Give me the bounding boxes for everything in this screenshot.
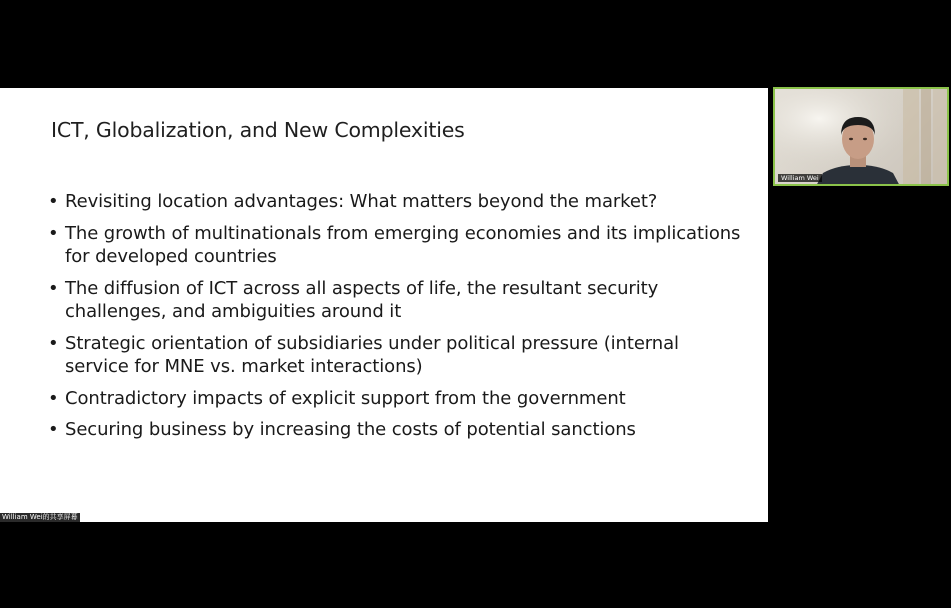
- bullet-dot-icon: •: [48, 277, 59, 299]
- slide-title: ICT, Globalization, and New Complexities: [51, 118, 465, 142]
- slide-bullet: [48, 190, 748, 214]
- slide-bullet-list: [48, 190, 748, 450]
- bullet-dot-icon: •: [48, 222, 59, 244]
- slide-bullet-text: The diffusion of ICT across all aspects of life, the resultant security challenges, and ambiguities around it: [65, 277, 659, 322]
- slide-bullet-text: Securing business by increasing the costs of potential sanctions: [65, 419, 636, 440]
- participant-video-image: [775, 89, 949, 186]
- bullet-dot-icon: •: [48, 419, 59, 440]
- bullet-dot-icon: •: [48, 332, 59, 354]
- slide-bullet-text: The growth of multinationals from emerging economies and its implications for developed countries: [65, 222, 741, 267]
- participant-video-tile[interactable]: [773, 87, 949, 186]
- slide-bullet: [48, 332, 748, 379]
- slide-bullet: [48, 387, 748, 411]
- bullet-dot-icon: •: [48, 191, 59, 212]
- screen-share-presenter-label: William Wei的共享屏幕: [2, 513, 78, 521]
- slide-bullet: [48, 418, 748, 442]
- slide-bullet: [48, 277, 748, 324]
- slide-bullet-text: Strategic orientation of subsidiaries under political pressure (internal service for MNE vs. market interactions): [65, 332, 679, 377]
- slide-bullet: [48, 222, 748, 269]
- participant-name-label: William Wei: [778, 174, 822, 182]
- bullet-dot-icon: •: [48, 387, 59, 409]
- slide-bullet-text: Contradictory impacts of explicit support from the government: [65, 387, 626, 409]
- slide-bullet-text: Revisiting location advantages: What matters beyond the market?: [65, 191, 658, 212]
